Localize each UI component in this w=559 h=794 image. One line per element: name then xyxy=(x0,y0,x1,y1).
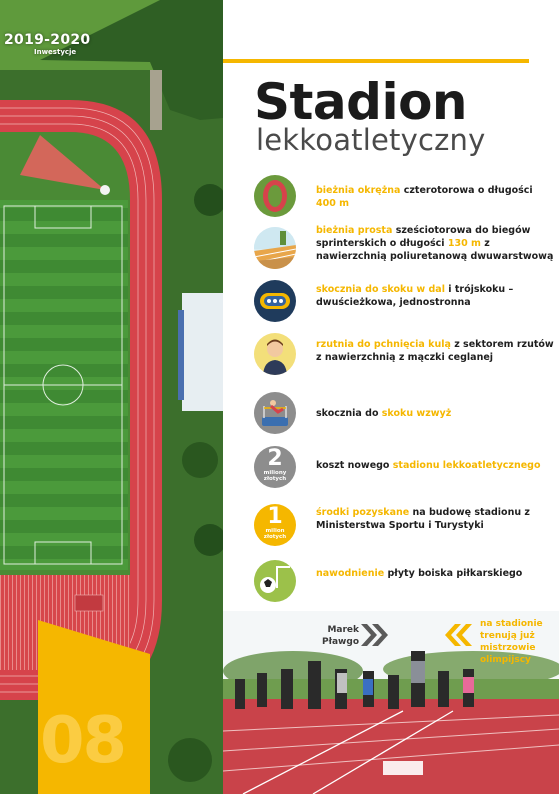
quote-author xyxy=(315,624,359,648)
one-million-badge: 1 milion złotych xyxy=(254,504,296,546)
long-jump-pit-icon xyxy=(254,280,296,322)
page-title: Stadion xyxy=(254,73,468,131)
feature-text: koszt nowego stadionu lekkoatletycznego xyxy=(316,460,541,471)
page-number: 08 xyxy=(40,704,126,778)
feature-text: nawodnienie płyty boiska piłkarskiego xyxy=(316,568,523,579)
feature-text: środki pozyskane na budowę stadionu z Ministerstwa Sportu i Turystyki xyxy=(316,507,530,531)
pull-quote: na stadionie trenują już mistrzowie olimpijscy xyxy=(480,619,543,665)
high-jump-icon xyxy=(254,392,296,434)
shot-put-athlete-icon xyxy=(254,333,296,375)
issue-year: 2019-2020 xyxy=(4,32,91,48)
section-label: Inwestycje xyxy=(34,48,77,56)
issue-header xyxy=(4,33,90,56)
chevron-right-icon xyxy=(359,622,391,648)
feature-text: skocznia do skoku wzwyż xyxy=(316,408,452,419)
aerial-stadium-photo xyxy=(0,0,223,794)
oval-track-icon xyxy=(254,175,296,217)
aerial-stadium-illustration xyxy=(0,0,223,794)
two-million-badge: 2 miliony złotych xyxy=(254,446,296,488)
feature-text: skocznia do skoku w dal i trójskoku – dwuścieżkowa, jednostronna xyxy=(316,284,514,308)
accent-rule xyxy=(223,59,529,63)
feature-text: rzutnia do pchnięcia kulą z sektorem rzutów z nawierzchnią z mączki ceglanej xyxy=(316,339,554,363)
sprint-lanes-icon xyxy=(254,227,296,269)
chevron-left-icon xyxy=(442,622,474,648)
author-last-name: Pławgo xyxy=(322,637,359,647)
feature-text: bieżnia okrężna czterotorowa o długości 400 m xyxy=(316,185,533,209)
football-pitch-icon xyxy=(254,560,296,602)
page-subtitle: lekkoatletyczny xyxy=(256,123,486,157)
author-first-name: Marek xyxy=(327,625,359,635)
feature-text: bieżnia prosta sześciotorowa do biegów sprinterskich o długości 130 m z nawierzchnią poliuretanową dwuwarstwową xyxy=(316,225,554,262)
